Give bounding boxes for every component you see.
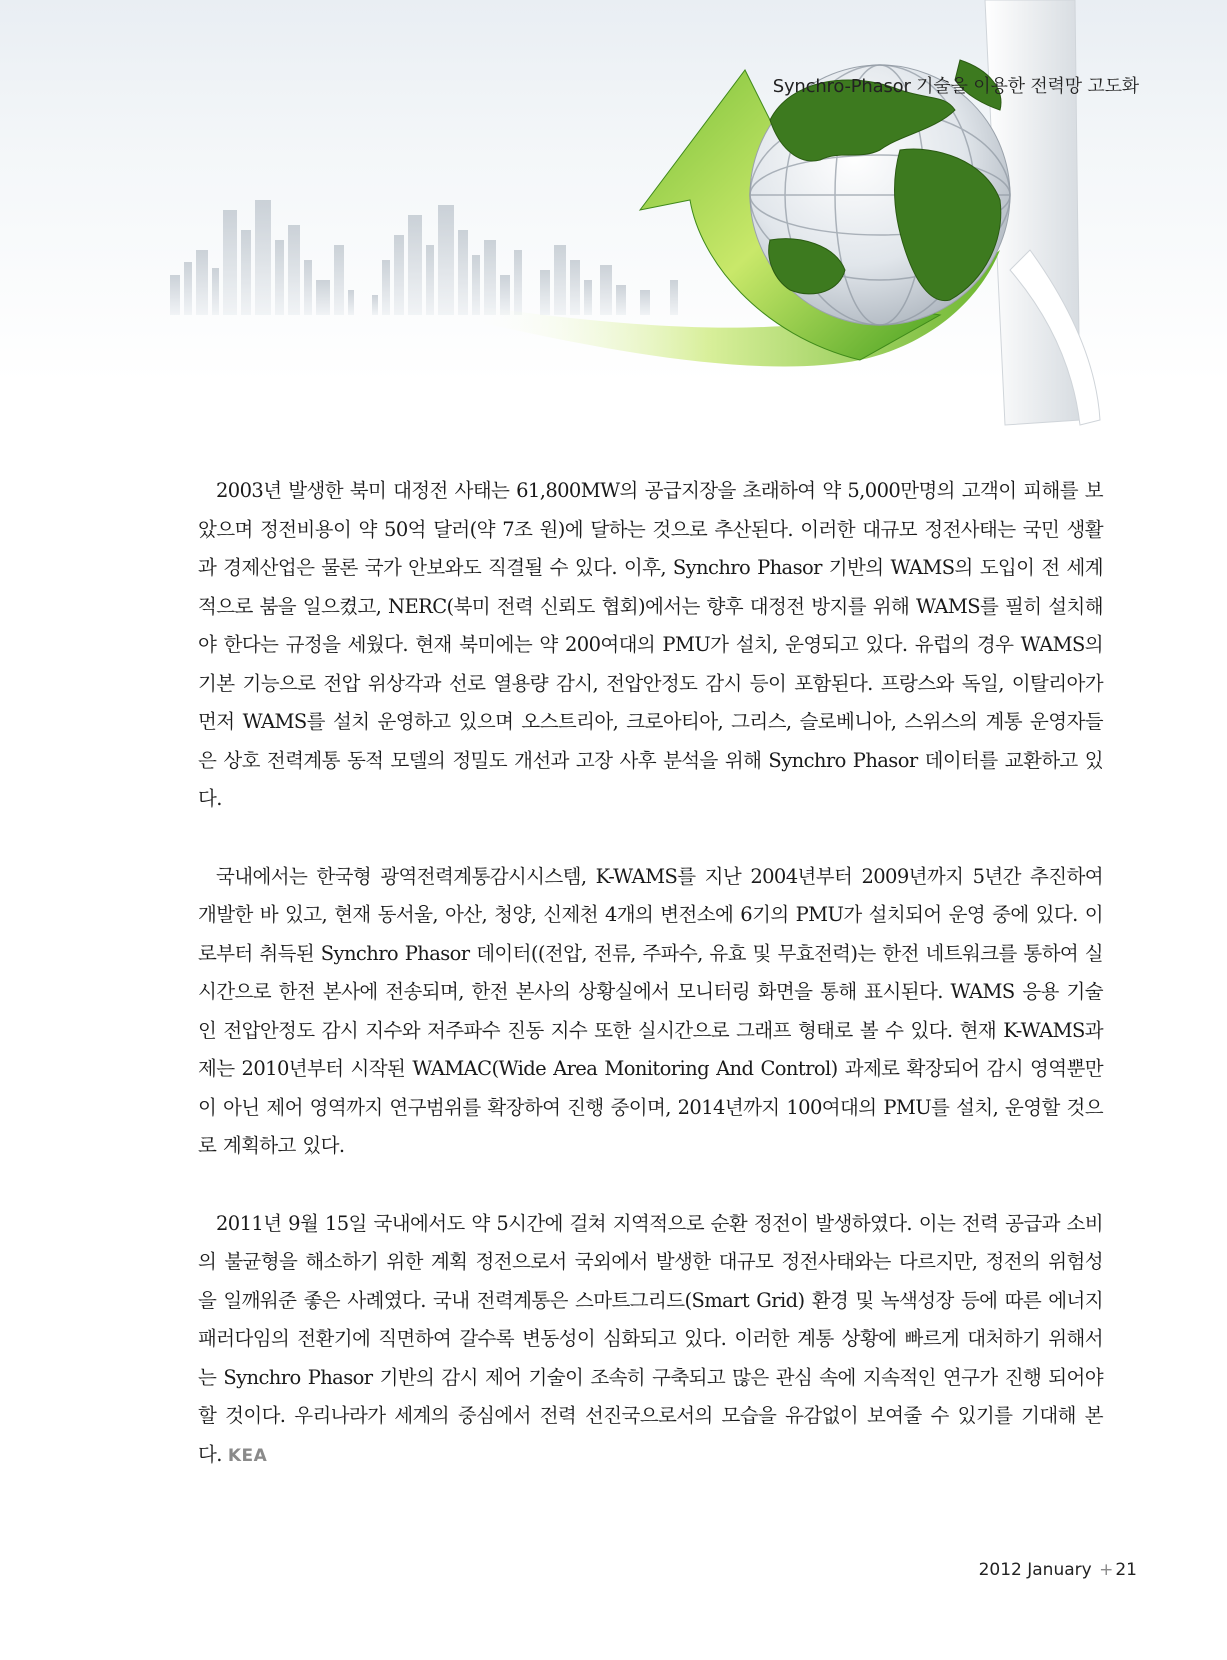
paragraph-text: 2011년 9월 15일 국내에서도 약 5시간에 걸쳐 지역적으로 순환 정전이 발생하였다. 이는 전력 공급과 소비의 불균형을 해소하기 위한 계획 정전으로서 국외에서 발생한 대규모 정전사태와는 다르지만, 정전의 위험성을 일깨워준 좋은 사례였다. 국내 전력계통은 스마트그리드(Smart Grid) 환경 및 녹색성장 등에 따른 에너지 패러다임의 전환기에 직면하여 갈수록 변동성이 심화되고 있다. 이러한 계통 상황에 빠르게 대처하기 위해서는 Synchro Phasor 기반의 감시 제어 기술이 조속히 구축되고 많은 관심 속에 지속적인 연구가 진행 되어야 할 것이다. 우리나라가 세계의 중심에서 전력 선진국으로서의 모습을 유감없이 보여줄 수 있기를 기대해 본다. <box>198 1211 1103 1466</box>
page-number: 21 <box>1115 1560 1137 1580</box>
hero-illustration <box>0 0 1227 450</box>
city-skyline <box>170 200 678 315</box>
globe <box>750 60 1010 325</box>
running-title: Synchro-Phasor 기술을 이용한 전력망 고도화 <box>772 76 1139 97</box>
paragraph <box>198 1205 1103 1476</box>
globe-arrow-illustration <box>0 0 1227 450</box>
paragraph: 국내에서는 한국형 광역전력계통감시시스템, K-WAMS를 지난 2004년부터 2009년까지 5년간 추진하여 개발한 바 있고, 현재 동서울, 아산, 청양, 신제천 4개의 변전소에 6기의 PMU가 설치되어 운영 중에 있다. 이로부터 취득된 Synchro Phasor 데이터((전압, 전류, 주파수, 유효 및 무효전력)는 한전 네트워크를 통하여 실시간으로 한전 본사에 전송되며, 한전 본사의 상황실에서 모니터링 화면을 통해 표시된다. WAMS 응용 기술인 전압안정도 감시 지수와 저주파수 진동 지수 또한 실시간으로 그래프 형태로 볼 수 있다. 현재 K-WAMS과제는 2010년부터 시작된 WAMAC(Wide Area Monitoring And Control) 과제로 확장되어 감시 영역뿐만이 아닌 제어 영역까지 연구범위를 확장하여 진행 중이며, 2014년까지 100여대의 PMU를 설치, 운영할 것으로 계획하고 있다. <box>198 864 1103 1157</box>
page-footer <box>979 1560 1137 1580</box>
end-mark: KEA <box>227 1445 268 1466</box>
folio-separator: + <box>1099 1560 1114 1580</box>
paragraph: 2003년 발생한 북미 대정전 사태는 61,800MW의 공급지장을 초래하여 약 5,000만명의 고객이 피해를 보았으며 정전비용이 약 50억 달러(약 7조 원)에 달하는 것으로 추산된다. 이러한 대규모 정전사태는 국민 생활과 경제산업은 물론 국가 안보와도 직결될 수 있다. 이후, Synchro Phasor 기반의 WAMS의 도입이 전 세계적으로 붐을 일으켰고, NERC(북미 전력 신뢰도 협회)에서는 향후 대정전 방지를 위해 WAMS를 필히 설치해야 한다는 규정을 세웠다. 현재 북미에는 약 200여대의 PMU가 설치, 운영되고 있다. 유럽의 경우 WAMS의 기본 기능으로 전압 위상각과 선로 열용량 감시, 전압안정도 감시 등이 포함된다. 프랑스와 독일, 이탈리아가 먼저 WAMS를 설치 운영하고 있으며 오스트리아, 크로아티아, 그리스, 슬로베니아, 스위스의 계통 운영자들은 상호 전력계통 동적 모델의 정밀도 개선과 고장 사후 분석을 위해 Synchro Phasor 데이터를 교환하고 있다. <box>198 479 1103 810</box>
issue-date: 2012 January <box>978 1560 1092 1580</box>
article-body <box>198 472 1103 1514</box>
